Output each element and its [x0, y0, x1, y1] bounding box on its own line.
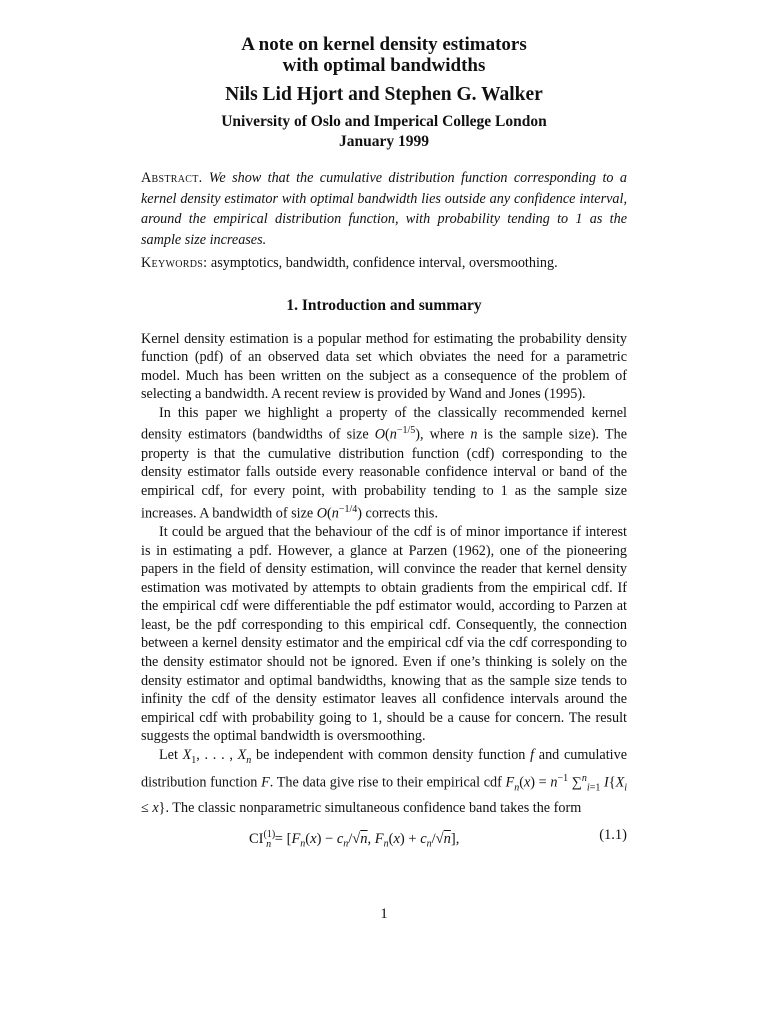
paragraph-4-text-b: be independent with common density function — [251, 747, 531, 764]
title-block — [141, 34, 627, 152]
abstract-label: Abstract. — [141, 170, 203, 186]
paragraph-3: It could be argued that the behaviour of the cdf is of minor importance if interest is in estimating a pdf. However, a glance at Parzen (1962), one of the pioneering papers in the field of density estimation, will convince the reader that kernel density estimation was motivated by attempts to obtain gradients from the empirical cdf. If the empirical cdf were differentiable the pdf estimator would, according to Parzen at least, be the pdf corresponding to this empirical cdf. Consequently, the connection between a kernel density estimator and the empirical cdf via the cdf corresponding to the density estimator should not be ignored. Even if one’s thinking is solely on the density estimator and optimal bandwidths, knowing that as the sample size tends to infinity the cdf of the density estimator leaves all confidence intervals around the empirical cdf with probability going to 1, should be a cause for concern. The result suggests the optimal bandwidth is oversmoothing. — [141, 523, 627, 745]
paragraph-2: In this paper we highlight a property of the classically recommended kernel density estimators (bandwidths of size $O(n^{-1/5})$, where n is the sample size). The property is that the cumulative distribution function (cdf) corresponding to the density estimator falls outside every reasonable confidence interval or band of the empirical cdf, for every point, with probability tending to 1 as the sample size increases. A bandwidth of size $O(n^{-1/4})$ corrects this. — [141, 404, 627, 522]
equation-body: $CI^{(1)}_n = [F_n(x) - c_n/√n$, $F_n(x) + c_n/√n$], — [249, 829, 460, 850]
affiliation: University of Oslo and Imperical College London — [221, 113, 547, 130]
paper-title-line-1: A note on kernel density estimators — [241, 34, 527, 55]
paragraph-4: Let $X_1$, . . . , $X_n$ be independent with common density function f and cumulative distribution function F. The data give rise to their empirical cdf $F_n(x) = n^{-1}$ ∑$^n_{i=1}$ $I\{X_i \le x\}$. The classic nonparametric simultaneous confidence band takes the form — [141, 747, 628, 816]
equation-number: (1.1) — [599, 827, 627, 844]
date: January 1999 — [339, 133, 429, 150]
paragraph-2-text-c: is the sample size). The property is that the cumulative distribution function (cdf) corresponding to the density estimator falls outside every reasonable confidence interval or band of the empirical cdf, for every point, with probability tending to 1 as the sample size increases. A bandwidth of size — [141, 427, 627, 522]
authors: Nils Lid Hjort and Stephen G. Walker — [225, 84, 543, 105]
paragraph-4-text-e: . The classic nonparametric simultaneous confidence band takes the form — [165, 799, 582, 816]
abstract-text: We show that the cumulative distribution function corresponding to a kernel density estimator with optimal bandwidth lies outside any confidence interval, around the empirical distribution function, with probability tending to 1 as the sample size increases. — [141, 170, 628, 248]
paragraph-2-text-a: In this paper we highlight a property of the classically recommended kernel density estimators (bandwidths of size — [141, 404, 627, 444]
paragraph-1: Kernel density estimation is a popular method for estimating the probability density function (pdf) of an observed data set which obviates the need for a parametric model. Much has been written on the subject as a consequence of the problem of selecting a bandwidth. A recent review is provided by Wand and Jones (1995). — [141, 330, 627, 403]
section-heading: 1. Introduction and summary — [286, 296, 482, 314]
paper-page — [141, 34, 628, 850]
paper-title-line-2: with optimal bandwidths — [282, 55, 486, 76]
equation-1-1 — [141, 823, 627, 850]
keywords-label: Keywords: — [141, 255, 208, 271]
abstract — [141, 168, 627, 250]
paragraph-4-text-d: . The data give rise to their empirical cdf — [269, 775, 506, 792]
keywords — [141, 253, 627, 274]
paragraph-2-text-d: corrects this. — [361, 505, 439, 522]
paragraph-2-text-b: ), where — [415, 427, 471, 444]
paragraph-4-text-a: Let — [159, 747, 183, 764]
paragraph-4-text-c: and cumulative distribution function — [141, 747, 628, 792]
page-number: 1 — [380, 906, 388, 922]
keywords-text: asymptotics, bandwidth, confidence interval, oversmoothing. — [210, 255, 558, 271]
